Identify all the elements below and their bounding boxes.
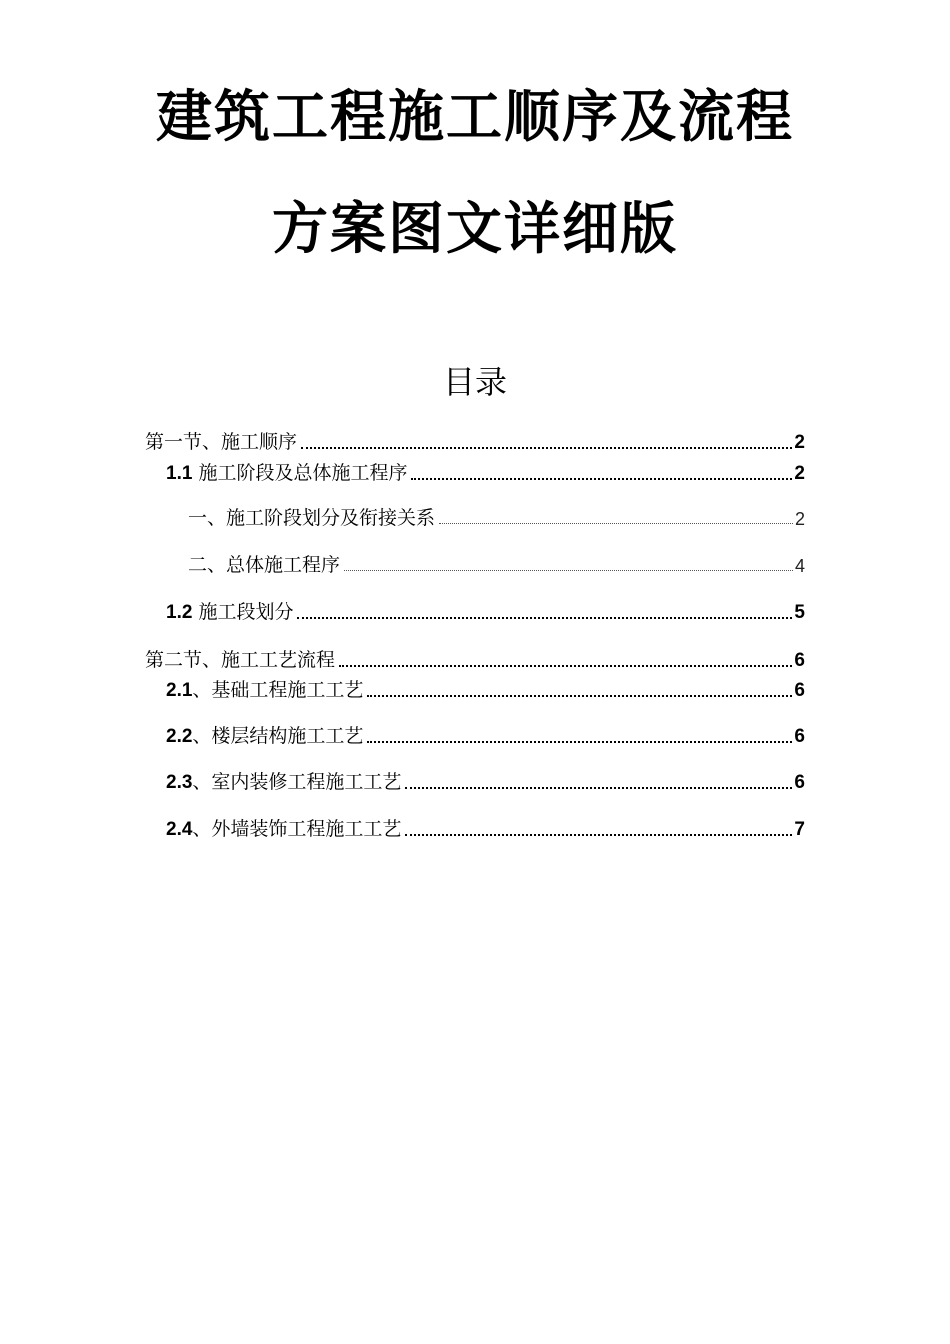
toc-entry-label: 2.1、基础工程施工工艺 (166, 679, 364, 701)
toc-entry-label: 第二节、施工工艺流程 (145, 649, 336, 671)
toc-page-number: 7 (794, 819, 805, 840)
toc-entry-2-3[interactable] (166, 768, 805, 794)
toc-page-number: 4 (794, 556, 805, 576)
toc-heading: 目录 (442, 363, 507, 401)
toc-page-number: 2 (794, 509, 805, 529)
toc-entry-label: 1.1 施工阶段及总体施工程序 (166, 462, 408, 484)
document-title-line-2: 方案图文详细版 (272, 197, 678, 262)
toc-entry-label: 2.3、室内装修工程施工工艺 (166, 771, 402, 793)
toc-page-number: 2 (794, 463, 805, 484)
toc-entry-label: 2.4、外墙装饰工程施工工艺 (166, 818, 402, 840)
toc-entry-1-2[interactable] (166, 598, 805, 624)
toc-dot-leader (439, 523, 793, 524)
document-title-line-1: 建筑工程施工顺序及流程 (156, 85, 794, 150)
toc-entry-2-2[interactable] (166, 722, 805, 748)
toc-dot-leader (301, 447, 792, 449)
toc-page-number: 6 (794, 726, 805, 747)
toc-dot-leader (367, 695, 792, 697)
toc-dot-leader (405, 787, 792, 789)
toc-page-number: 6 (794, 650, 805, 671)
toc-dot-leader (339, 665, 792, 667)
toc-page-number: 6 (794, 680, 805, 701)
toc-dot-leader (411, 478, 792, 480)
toc-dot-leader (344, 570, 793, 571)
toc-entry-label: 2.2、楼层结构施工工艺 (166, 725, 364, 747)
toc-entry-label: 二、总体施工程序 (188, 554, 341, 576)
toc-entry-1-1-a[interactable] (188, 504, 805, 530)
toc-entry-2-1[interactable] (166, 676, 805, 702)
toc-entry-1-1-b[interactable] (188, 551, 805, 577)
toc-dot-leader (297, 617, 792, 619)
toc-page-number: 2 (794, 432, 805, 453)
toc-entry-label: 1.2 施工段划分 (166, 601, 294, 623)
toc-entry-2-4[interactable] (166, 815, 805, 841)
toc-entry-label: 第一节、施工顺序 (145, 431, 298, 453)
toc-entry-section-2[interactable] (145, 646, 805, 672)
toc-dot-leader (405, 834, 792, 836)
toc-entry-1-1[interactable] (166, 459, 805, 485)
toc-page-number: 5 (794, 602, 805, 623)
toc-dot-leader (367, 741, 792, 743)
toc-entry-label: 一、施工阶段划分及衔接关系 (188, 507, 436, 529)
toc-page-number: 6 (794, 772, 805, 793)
toc-entry-section-1[interactable] (145, 428, 805, 454)
